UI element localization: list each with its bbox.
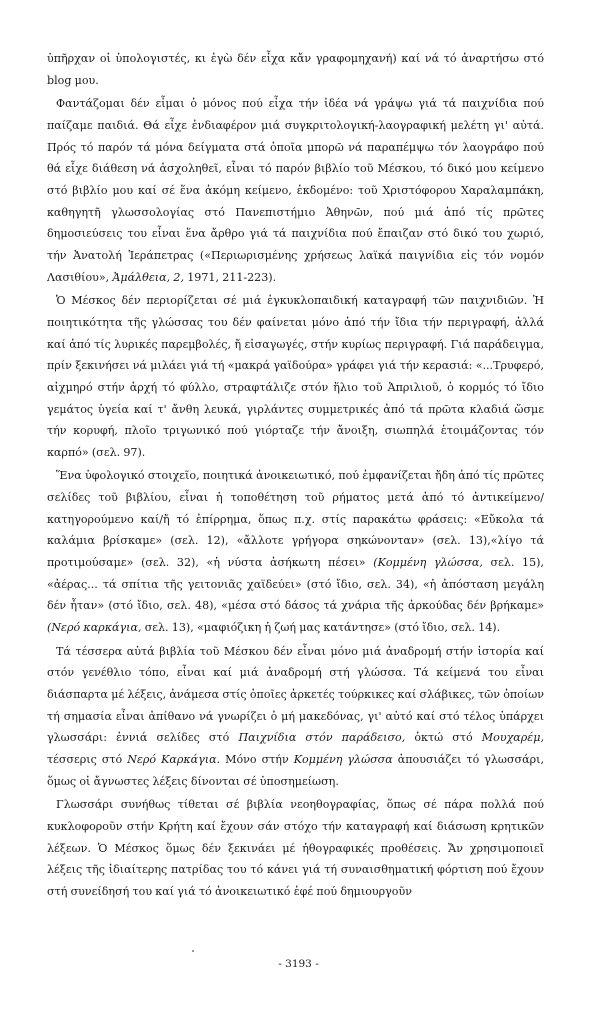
paragraph [47,794,544,902]
paragraph [47,93,544,288]
italic-text: Νερό Καρκάγια. [127,753,221,766]
text-run: σελ. 15), «ἀέρας... τά σπίτια τῆς γειτονιᾶς χαϊδεύει» (στό ἴδιο, σελ. 34), «ἡ ἀπόσταση μεγάλη δέν ἦταν» (στό ἴδιο, σελ. 48), «μέσα στό δάσος τά χνάρια τῆς ἀρκούδας δέν βρήκαμε» [47,556,545,613]
text-run: σελ. 13), «μαφιόζικη ἡ ζωή μας κατάντησε» (στό ἴδιο, σελ. 14). [141,621,501,635]
print-speck [192,950,194,952]
text-run: Ὁ Μέσκος δέν περιορίζεται σέ μιά ἐγκυκλοπαιδική καταγραφή τῶν παιχνιδιῶν. Ἡ ποιητικότητα τῆς γλώσσας του δέν φαίνεται μόνο ἀπό τήν ἴδια τήν περιγραφή, ἀλλά καί ἀπό τίς λυρικές παρεμβολές, ἤ εἰσαγωγές, στήν κυρίως περιγραφή. Γιά παράδειγμα, πρίν ξεκινήσει νά μιλάει γιά τή «μακρά γαϊδούρα» γράφει γιά τήν κερασιά: «...Τρυφερό, αἰχμηρό στήν ἀρχή τό φύλλο, στραφτάλιζε στόν ἥλιο τοῦ Ἀπριλιοῦ, ὁ κορμός τό ἴδιο γεμάτος ὑγεία καί τ' ἄνθη λευκά, γιρλάντες συμμετρικές ἀπό τά πρῶτα κλαδιά ὥσμε τήν κορυφή, πλοῖο τριγωνικό πού γιόρταζε τήν ἄνοιξη, σιωπηλά ἑτοιμάζοντας τόν καρπό» (σελ. 97). [47,294,544,459]
text-run: 1971, 211-223). [183,270,277,284]
italic-text: Κομμένη γλώσσα [293,753,393,766]
paragraph [47,48,544,91]
text-run: Μόνο στήν [220,753,294,766]
text-run: Φαντάζομαι δέν εἶμαι ὁ μόνος πού εἶχα τήν ἰδέα νά γράψω γιά τά παιχνίδια πού παίζαμε παιδιά. Θά εἶχε ἐνδιαφέρον μιά συγκριτολογική-λαογραφική μελέτη γι' αὐτά. Πρός τό παρόν τά μόνα δείγματα στά ὁποῖα μπορῶ νά παραπέμψω τόν λαογράφο πού θά εἶχε διάθεση νά ἀσχοληθεῖ, εἶναι τό παρόν βιβλίο τοῦ Μέσκου, τό δικό μου κείμενο στό βιβλίο μου καί σέ ἕνα ἀκόμη κείμενο, ἐκδομένο: τοῦ Χριστόφορου Χαραλαμπάκη, καθηγητῆ γλωσσολογίας στό Πανεπιστήμιο Ἀθηνῶν, πού μιά ἀπό τίς πρῶτες δημοσιεύσεις του εἶναι ἕνα ἄρθρο γιά τά παιχνίδια πού ἔπαιζαν στό δικό του χωριό, τήν Ἀνατολή Ἱεράπετρας («Περιωρισμένης χρήσεως λαϊκά παιγνίδια εἰς τόν νομόν Λασιθίου», [47,97,544,284]
paragraph [47,641,544,793]
italic-text: Παιχνίδια στόν παράδεισο, [238,731,406,745]
text-run: ὀκτώ στό [405,731,482,745]
text-run: τέσσερις στό [47,753,128,766]
body-text [47,48,544,905]
text-run: Ἕνα ὑφολογικό στοιχεῖο, ποιητικά ἀνοικειωτικό, πού ἐμφανίζεται ἤδη ἀπό τίς πρῶτες σελίδες τοῦ βιβλίου, εἶναι ἡ τοποθέτηση τοῦ ρήματος μετά ἀπό τό ἀντικείμενο/κατηγορούμενο καί/ἤ τό ἐπίρρημα, ὅπως π.χ. στίς παρακάτω φράσεις: «Εὔκολα τά καλάμια βρίσκαμε» (σελ. 12), «ἄλλοτε γρήγορα σηκώνονταν» (σελ. 13),«λίγο τά προτιμούσαμε» (σελ. 32), «ἡ νύστα ἀσήκωτη πέσει» [47,469,544,570]
paragraph [47,465,544,638]
italic-text: (Νερό καρκάγια, [47,621,142,635]
italic-text: Ἀμάλθεια, 2, [112,270,184,284]
text-run: Γλωσσάρι συνήθως τίθεται σέ βιβλία νεοηθογραφίας, ὅπως σέ πάρα πολλά πού κυκλοφοροῦν στήν Κρήτη καί ἔχουν σάν στόχο τήν καταγραφή καί διάσωση κρητικῶν λέξεων. Ὁ Μέσκος ὅμως δέν ξεκινάει μέ ἠθογραφικές προθέσεις. Ἄν χρησιμοποιεῖ λέξεις τῆς ἰδιαίτερης πατρίδας του τό κάνει γιά τή συναισθηματική φόρτιση πού ἔχουν στή συνείδησή του καί γιά τό ἀνοικειωτικό ἐφέ πού δημιουργοῦν [47,798,544,898]
paragraph [47,290,544,463]
page-number: - 3193 - [278,958,319,970]
text-run: ὑπῆρχαν οἱ ὑπολογιστές, κι ἐγὼ δέν εἶχα κἄν γραφομηχανή) καί νά τό ἀναρτήσω στό blog μου. [47,52,544,87]
text-run: Τά τέσσερα αὐτά βιβλία τοῦ Μέσκου δέν εἶναι μόνο μιά ἀναδρομή στήν ἱστορία καί στόν γενέθλιο τόπο, εἶναι καί μιά ἀναδρομή στή γλώσσα. Τά κείμενά του εἶναι διάσπαρτα μέ λέξεις, ἀνάμεσα στίς ὁποῖες ἀρκετές τούρκικες καί σλάβικες, τῶν ὁποίων τή σημασία εἶναι ἀπίθανο νά γνωρίζει ὁ μή μακεδόνας, γι' αὐτό καί στό τέλος ὑπάρχει γλωσσάρι: ἐννιά σελίδες στό [47,644,545,745]
italic-text: Μουχαρέμ, [481,731,544,745]
text-run: ἀπουσιάζει τό γλωσσάρι, ὅμως οἱ ἄγνωστες λέξεις δίνονται σέ ὑποσημείωση. [47,753,544,788]
italic-text: (Κομμένη γλώσσα, [373,556,483,570]
